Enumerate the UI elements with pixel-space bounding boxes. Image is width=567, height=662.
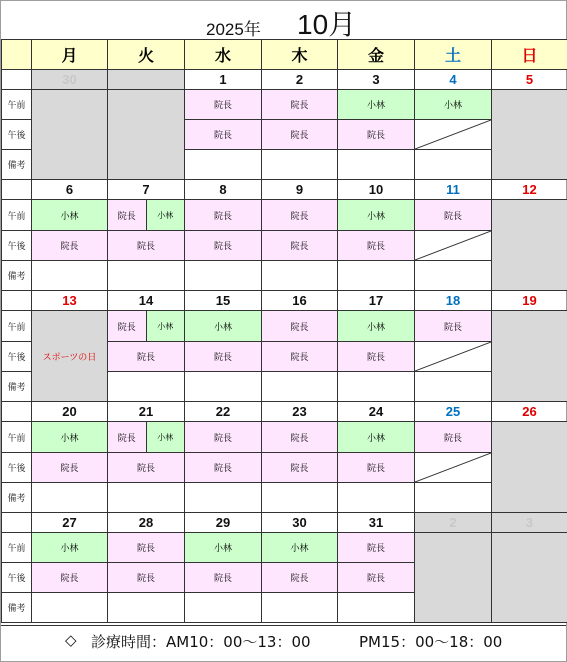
note-cell <box>185 372 262 402</box>
date-cell: 16 <box>262 291 338 311</box>
slot-label-note: 備考 <box>2 483 32 513</box>
hours-footer <box>1 625 566 655</box>
schedule-split-cell <box>108 200 185 231</box>
note-cell <box>262 483 338 513</box>
schedule-cell: 院長 <box>338 231 415 261</box>
week-4-note <box>2 483 567 513</box>
schedule-cell: 院長 <box>108 231 185 261</box>
hours-am: 診療時間：AM10：00〜13：00 <box>91 633 311 651</box>
slot-label-am: 午前 <box>2 90 32 120</box>
schedule-cell: 院長 <box>185 120 262 150</box>
slot-label-note: 備考 <box>2 150 32 180</box>
note-cell <box>338 483 415 513</box>
note-cell <box>415 372 492 402</box>
date-cell: 24 <box>338 402 415 422</box>
closed-cell <box>492 90 567 180</box>
note-cell <box>185 150 262 180</box>
schedule-cell: 小林 <box>262 533 338 563</box>
note-cell <box>415 150 492 180</box>
schedule-cell: 院長 <box>185 90 262 120</box>
date-cell: 29 <box>185 513 262 533</box>
schedule-cell: 院長 <box>262 563 338 593</box>
date-label-cell <box>2 402 32 422</box>
closed-cell <box>415 533 492 623</box>
weekday-fri: 金 <box>338 40 415 70</box>
weekday-sat: 土 <box>415 40 492 70</box>
date-cell: 27 <box>32 513 108 533</box>
schedule-cell: 小林 <box>338 90 415 120</box>
week-5-am <box>2 533 567 563</box>
date-cell: 26 <box>492 402 567 422</box>
schedule-kobayashi: 小林 <box>147 200 185 230</box>
date-cell: 18 <box>415 291 492 311</box>
note-cell <box>108 372 185 402</box>
date-cell: 10 <box>338 180 415 200</box>
schedule-cell: 院長 <box>262 200 338 231</box>
week-4-dates <box>2 402 567 422</box>
schedule-cell: 院長 <box>32 453 108 483</box>
schedule-cell: 院長 <box>108 453 185 483</box>
schedule-cell: 院長 <box>185 342 262 372</box>
date-cell: 8 <box>185 180 262 200</box>
week-2-am <box>2 200 567 231</box>
diamond-icon: ◇ <box>65 631 77 649</box>
date-cell: 17 <box>338 291 415 311</box>
closed-slash-cell <box>415 342 492 372</box>
slot-label-am: 午前 <box>2 533 32 563</box>
slot-label-am: 午前 <box>2 311 32 342</box>
date-cell: 22 <box>185 402 262 422</box>
slot-label-am: 午前 <box>2 422 32 453</box>
schedule-director: 院長 <box>108 311 147 341</box>
date-cell: 4 <box>415 70 492 90</box>
note-cell <box>185 261 262 291</box>
schedule-cell: 院長 <box>262 422 338 453</box>
closed-slash-cell <box>415 453 492 483</box>
week-5-dates <box>2 513 567 533</box>
schedule-cell: 院長 <box>262 453 338 483</box>
schedule-cell: 院長 <box>108 563 185 593</box>
weekday-mon: 月 <box>32 40 108 70</box>
week-1-dates <box>2 70 567 90</box>
note-cell <box>108 483 185 513</box>
slot-label-pm: 午後 <box>2 342 32 372</box>
note-cell <box>262 372 338 402</box>
date-cell: 14 <box>108 291 185 311</box>
schedule-cell: 院長 <box>338 563 415 593</box>
date-cell: 21 <box>108 402 185 422</box>
week-4-pm <box>2 453 567 483</box>
schedule-cell: 院長 <box>32 563 108 593</box>
note-cell <box>415 261 492 291</box>
note-cell <box>262 593 338 623</box>
week-2-dates <box>2 180 567 200</box>
schedule-cell: 院長 <box>185 563 262 593</box>
closed-slash-cell <box>415 120 492 150</box>
slot-label-pm: 午後 <box>2 563 32 593</box>
title-year: 2025年 <box>206 20 261 39</box>
schedule-cell: 院長 <box>338 453 415 483</box>
date-cell: 25 <box>415 402 492 422</box>
closed-cell <box>108 90 185 180</box>
weekday-thu: 木 <box>262 40 338 70</box>
note-cell <box>262 150 338 180</box>
date-cell: 9 <box>262 180 338 200</box>
note-cell <box>338 261 415 291</box>
schedule-cell: 院長 <box>262 120 338 150</box>
date-label-cell <box>2 513 32 533</box>
date-cell <box>108 70 185 90</box>
note-cell <box>108 593 185 623</box>
week-3-dates <box>2 291 567 311</box>
schedule-cell: 小林 <box>32 200 108 231</box>
hours-pm: PM15：00〜18：00 <box>359 633 503 651</box>
slot-label-pm: 午後 <box>2 120 32 150</box>
schedule-cell: 小林 <box>185 533 262 563</box>
date-label-cell <box>2 70 32 90</box>
note-cell <box>338 372 415 402</box>
schedule-cell: 院長 <box>185 231 262 261</box>
schedule-cell: 院長 <box>32 231 108 261</box>
date-cell: 5 <box>492 70 567 90</box>
slot-label-pm: 午後 <box>2 231 32 261</box>
note-cell <box>262 261 338 291</box>
note-cell <box>185 483 262 513</box>
title-month: 10月 <box>297 9 357 40</box>
week-2-note <box>2 261 567 291</box>
date-cell: 12 <box>492 180 567 200</box>
schedule-cell: 院長 <box>338 342 415 372</box>
note-cell <box>32 593 108 623</box>
date-cell-next-month: 2 <box>415 513 492 533</box>
date-label-cell <box>2 180 32 200</box>
schedule-split-cell <box>108 311 185 342</box>
slot-label-pm: 午後 <box>2 453 32 483</box>
schedule-cell: 小林 <box>32 533 108 563</box>
note-cell <box>338 150 415 180</box>
date-cell: 6 <box>32 180 108 200</box>
schedule-split-cell <box>108 422 185 453</box>
note-cell <box>32 483 108 513</box>
date-cell-next-month: 3 <box>492 513 567 533</box>
date-cell: 1 <box>185 70 262 90</box>
date-cell: 28 <box>108 513 185 533</box>
schedule-cell: 院長 <box>262 231 338 261</box>
schedule-cell: 小林 <box>338 200 415 231</box>
date-cell: 30 <box>262 513 338 533</box>
date-cell: 23 <box>262 402 338 422</box>
schedule-cell: 小林 <box>32 422 108 453</box>
holiday-cell: スポーツの日 <box>32 311 108 402</box>
slot-label-note: 備考 <box>2 372 32 402</box>
note-cell <box>32 261 108 291</box>
schedule-cell: 院長 <box>262 342 338 372</box>
schedule-cell: 院長 <box>262 90 338 120</box>
schedule-cell: 小林 <box>338 422 415 453</box>
schedule-cell: 院長 <box>185 200 262 231</box>
schedule-cell: 院長 <box>185 422 262 453</box>
header-corner <box>2 40 32 70</box>
closed-cell <box>492 200 567 291</box>
weekday-tue: 火 <box>108 40 185 70</box>
week-4-am <box>2 422 567 453</box>
schedule-cell: 院長 <box>185 453 262 483</box>
note-cell <box>185 593 262 623</box>
date-cell: 7 <box>108 180 185 200</box>
week-1-am <box>2 90 567 120</box>
schedule-cell: 小林 <box>338 311 415 342</box>
schedule-cell: 院長 <box>415 311 492 342</box>
schedule-director: 院長 <box>108 200 147 230</box>
schedule-cell: 院長 <box>338 533 415 563</box>
closed-cell <box>32 90 108 180</box>
date-cell: 31 <box>338 513 415 533</box>
date-cell: 15 <box>185 291 262 311</box>
weekday-wed: 水 <box>185 40 262 70</box>
note-cell <box>338 593 415 623</box>
schedule-director: 院長 <box>108 422 147 452</box>
closed-cell <box>492 533 567 623</box>
schedule-cell: 小林 <box>415 90 492 120</box>
week-3-am <box>2 311 567 342</box>
weekday-sun: 日 <box>492 40 567 70</box>
weekday-header-row <box>2 40 567 70</box>
calendar-title <box>1 1 566 39</box>
note-cell <box>108 261 185 291</box>
slot-label-note: 備考 <box>2 261 32 291</box>
closed-cell <box>492 311 567 402</box>
schedule-cell: 院長 <box>415 422 492 453</box>
closed-cell <box>492 422 567 513</box>
date-cell: 20 <box>32 402 108 422</box>
schedule-kobayashi: 小林 <box>147 311 185 341</box>
calendar-table <box>1 39 567 623</box>
schedule-cell: 院長 <box>108 342 185 372</box>
date-cell-holiday: 13 <box>32 291 108 311</box>
date-label-cell <box>2 291 32 311</box>
schedule-cell: 院長 <box>108 533 185 563</box>
slot-label-am: 午前 <box>2 200 32 231</box>
slot-label-note: 備考 <box>2 593 32 623</box>
date-cell: 30 <box>32 70 108 90</box>
schedule-cell: 院長 <box>262 311 338 342</box>
schedule-cell: 小林 <box>185 311 262 342</box>
date-cell: 11 <box>415 180 492 200</box>
date-cell: 3 <box>338 70 415 90</box>
schedule-kobayashi: 小林 <box>147 422 185 452</box>
week-2-pm <box>2 231 567 261</box>
note-cell <box>415 483 492 513</box>
date-cell: 2 <box>262 70 338 90</box>
closed-slash-cell <box>415 231 492 261</box>
date-cell: 19 <box>492 291 567 311</box>
schedule-cell: 院長 <box>338 120 415 150</box>
schedule-cell: 院長 <box>415 200 492 231</box>
